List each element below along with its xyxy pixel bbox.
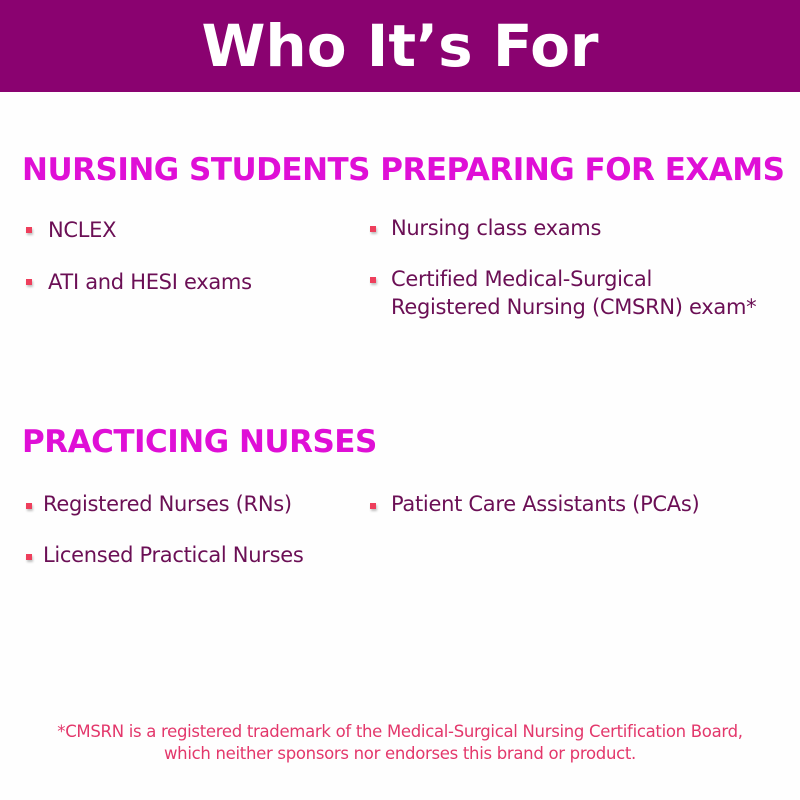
bullet-icon [370, 277, 376, 283]
list-item: Certified Medical-Surgical [391, 267, 652, 291]
bullet-icon [370, 226, 376, 232]
bullet-icon [370, 503, 376, 509]
header-banner [0, 0, 800, 92]
list-item: Registered Nurses (RNs) [43, 492, 292, 516]
bullet-icon [26, 554, 32, 560]
list-item: Licensed Practical Nurses [43, 543, 304, 567]
footnote-line-2: which neither sponsors nor endorses this brand or product. [163, 744, 636, 763]
page-title: Who It’s For [201, 12, 599, 80]
section-title-nurses: PRACTICING NURSES [22, 424, 377, 460]
list-item: Patient Care Assistants (PCAs) [391, 492, 700, 516]
section-title-students: NURSING STUDENTS PREPARING FOR EXAMS [22, 152, 785, 188]
list-item: NCLEX [48, 218, 117, 242]
list-item-continuation: Registered Nursing (CMSRN) exam* [391, 295, 757, 319]
bullet-icon [26, 503, 32, 509]
footnote-line-1: *CMSRN is a registered trademark of the Medical-Surgical Nursing Certification Board, [57, 722, 743, 741]
bullet-icon [26, 227, 32, 233]
bullet-icon [26, 279, 32, 285]
list-item: ATI and HESI exams [48, 270, 252, 294]
list-item: Nursing class exams [391, 216, 602, 240]
